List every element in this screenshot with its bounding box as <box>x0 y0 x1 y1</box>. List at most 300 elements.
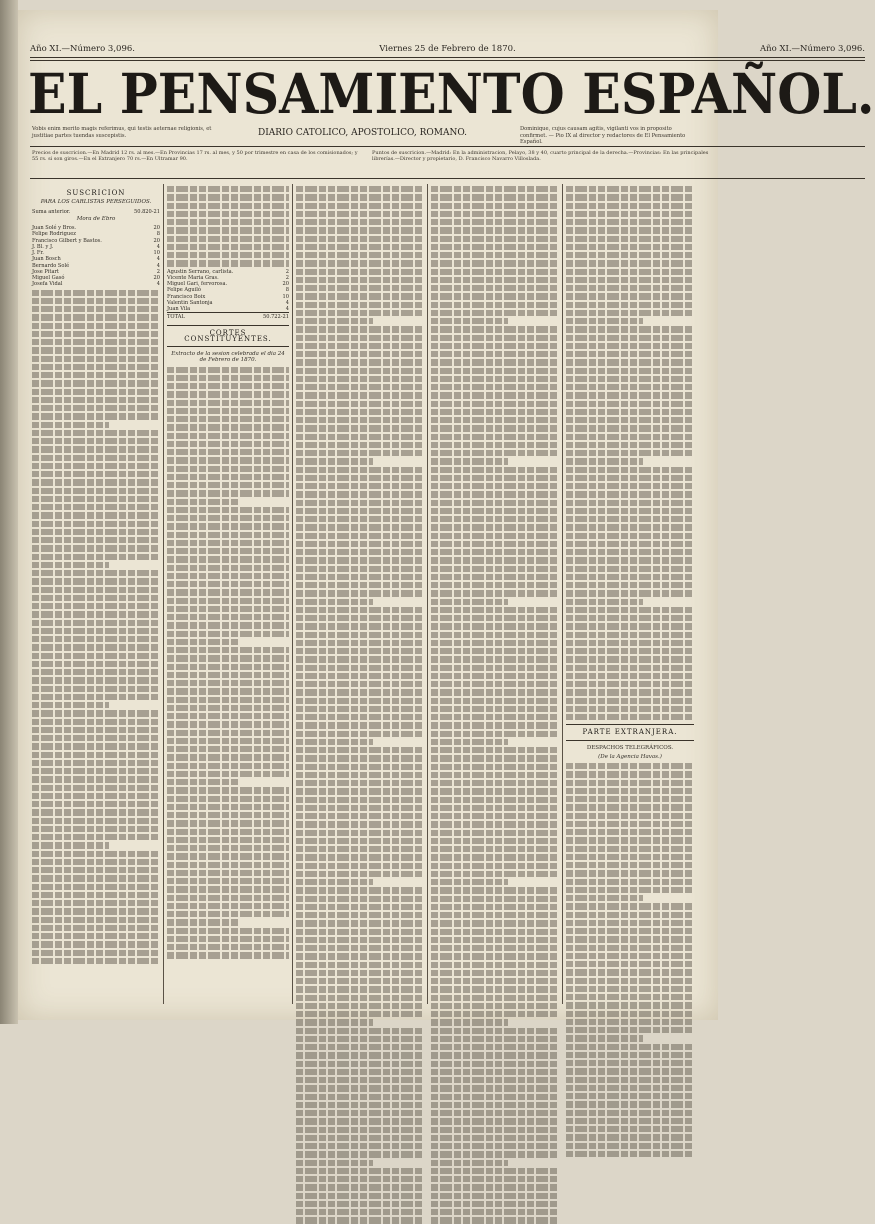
text-line <box>296 1077 424 1083</box>
text-line <box>296 912 424 918</box>
text-line <box>296 450 424 456</box>
text-line <box>566 293 694 299</box>
text-line <box>167 400 289 406</box>
text-line <box>431 203 559 209</box>
text-line <box>296 871 424 877</box>
text-line <box>431 1019 508 1025</box>
text-line <box>32 496 160 502</box>
text-line <box>296 1003 424 1009</box>
text-line <box>431 1193 559 1199</box>
column-two <box>167 184 289 1004</box>
text-line <box>431 557 559 563</box>
masthead-subtitle: DIARIO CATOLICO, APOSTOLICO, ROMANO. <box>258 128 468 138</box>
text-line <box>566 516 694 522</box>
donor-name: Jose Pitart <box>32 268 59 275</box>
text-line <box>167 466 289 472</box>
text-line <box>431 1201 559 1207</box>
column-five <box>566 184 694 1004</box>
donor-name: Vicente Maria Gras. <box>167 274 219 281</box>
text-line <box>32 760 160 766</box>
text-line <box>566 1110 694 1116</box>
text-line <box>431 1217 559 1223</box>
text-line <box>167 219 289 225</box>
text-line <box>167 952 289 958</box>
text-line <box>431 541 559 547</box>
text-line <box>431 830 559 836</box>
text-line <box>32 644 160 650</box>
text-line <box>32 628 160 634</box>
text-line <box>32 809 160 815</box>
donor-name: Valentin Santonja <box>167 299 213 306</box>
text-line <box>296 549 424 555</box>
text-line <box>167 812 289 818</box>
text-line <box>296 780 424 786</box>
text-line <box>296 285 424 291</box>
text-line <box>296 805 424 811</box>
text-line <box>566 582 694 588</box>
text-line <box>296 632 424 638</box>
text-line <box>32 743 160 749</box>
text-line <box>431 376 559 382</box>
text-line <box>167 721 289 727</box>
text-line <box>566 763 694 769</box>
text-line <box>167 490 289 496</box>
text-line <box>566 343 694 349</box>
text-line <box>32 364 160 370</box>
text-line <box>32 537 160 543</box>
body-text-block <box>431 186 559 1224</box>
text-line <box>32 620 160 626</box>
text-line <box>296 434 424 440</box>
text-line <box>566 310 694 316</box>
text-line <box>566 1101 694 1107</box>
text-line <box>32 636 160 642</box>
text-line <box>296 491 424 497</box>
text-line <box>167 532 289 538</box>
text-line <box>167 186 289 192</box>
text-line <box>32 867 160 873</box>
text-line <box>566 706 694 712</box>
text-line <box>431 302 559 308</box>
text-line <box>431 1085 559 1091</box>
text-line <box>431 1110 559 1116</box>
text-line <box>566 945 694 951</box>
text-line <box>566 986 694 992</box>
text-line <box>431 1102 559 1108</box>
text-line <box>296 665 424 671</box>
text-line <box>32 306 160 312</box>
text-line <box>296 929 424 935</box>
text-line <box>32 323 160 329</box>
text-line <box>431 805 559 811</box>
text-line <box>431 508 559 514</box>
text-line <box>566 368 694 374</box>
text-line <box>431 1052 559 1058</box>
text-line <box>566 1151 694 1157</box>
text-line <box>431 986 559 992</box>
text-line <box>296 376 424 382</box>
text-line <box>32 413 160 419</box>
subscription-points: Puntos de suscricion.—Madrid: En la administracion, Pelayo, 38 y 40, cuarto principal de la derecha.—Provincias: En las principales librerías.—Director y propietario, D. Francisco Navarro Villoslada. <box>372 150 709 163</box>
text-line <box>32 826 160 832</box>
text-line <box>167 565 289 571</box>
text-line <box>431 1209 559 1215</box>
text-line <box>32 686 160 692</box>
column-rule-3 <box>427 184 428 1004</box>
subscription-prices: Precios de suscricion.—En Madrid 12 rs. al mes.—En Provincias 17 rs. al mes, y 50 por trimestre en casa de los comisionados; y 55 rs. si son giros.—En el Extranjero 70 rs.—En Ultramar 90. <box>32 150 358 163</box>
text-line <box>296 211 424 217</box>
text-line <box>167 730 289 736</box>
text-line <box>32 859 160 865</box>
text-line <box>296 681 424 687</box>
masthead-title: EL PENSAMIENTO ESPAÑOL. <box>28 61 875 126</box>
text-line <box>296 384 424 390</box>
text-line <box>431 491 559 497</box>
text-line <box>566 442 694 448</box>
text-line <box>431 318 508 324</box>
text-line <box>431 310 559 316</box>
text-line <box>167 754 289 760</box>
text-line <box>431 1044 559 1050</box>
text-line <box>566 450 694 456</box>
donor-name: Josefa Vidal <box>32 281 63 288</box>
text-line <box>431 673 559 679</box>
text-line <box>431 227 559 233</box>
text-line <box>167 672 289 678</box>
previous-sum-row <box>32 209 160 215</box>
text-line <box>431 797 559 803</box>
text-line <box>32 793 160 799</box>
text-line <box>566 409 694 415</box>
text-line <box>167 548 289 554</box>
text-line <box>167 457 289 463</box>
text-line <box>431 887 559 893</box>
text-line <box>566 269 694 275</box>
column-three <box>296 184 424 1004</box>
text-line <box>296 772 424 778</box>
column-rule-2 <box>292 184 293 1004</box>
text-line <box>566 326 694 332</box>
text-line <box>167 367 289 373</box>
text-line <box>296 854 424 860</box>
text-line <box>431 871 559 877</box>
text-line <box>296 986 424 992</box>
text-line <box>431 401 559 407</box>
text-line <box>167 589 289 595</box>
text-line <box>296 978 424 984</box>
text-line <box>296 186 424 192</box>
text-line <box>296 887 424 893</box>
text-line <box>431 1168 559 1174</box>
text-line <box>296 359 424 365</box>
text-line <box>32 917 160 923</box>
text-line <box>566 203 694 209</box>
text-line <box>431 252 559 258</box>
text-line <box>296 417 424 423</box>
text-line <box>296 813 424 819</box>
total-label: TOTAL <box>167 314 185 321</box>
text-line <box>431 607 559 613</box>
text-line <box>32 430 160 436</box>
text-line <box>566 1068 694 1074</box>
text-line <box>167 853 289 859</box>
column-rule-4 <box>562 184 563 1004</box>
text-line <box>167 895 289 901</box>
text-line <box>431 821 559 827</box>
text-line <box>566 1134 694 1140</box>
text-line <box>566 895 643 901</box>
text-line <box>431 384 559 390</box>
text-line <box>296 1019 373 1025</box>
text-line <box>431 219 559 225</box>
text-line <box>167 796 289 802</box>
text-line <box>167 870 289 876</box>
text-line <box>167 260 289 266</box>
text-line <box>566 186 694 192</box>
text-line <box>167 540 289 546</box>
text-line <box>566 566 694 572</box>
column-four <box>431 184 559 1004</box>
cortes-heading: CORTES CONSTITUYENTES. <box>184 328 272 343</box>
text-line <box>167 688 289 694</box>
text-line <box>32 752 160 758</box>
text-line <box>431 772 559 778</box>
text-line <box>566 928 694 934</box>
text-line <box>431 1069 559 1075</box>
text-line <box>167 614 289 620</box>
text-line <box>566 994 694 1000</box>
text-line <box>296 797 424 803</box>
text-line <box>296 236 424 242</box>
text-line <box>296 227 424 233</box>
text-line <box>566 771 694 777</box>
text-line <box>431 533 559 539</box>
text-line <box>296 310 424 316</box>
text-line <box>32 661 160 667</box>
text-line <box>32 818 160 824</box>
text-line <box>431 186 559 192</box>
text-line <box>32 438 160 444</box>
text-line <box>167 244 289 250</box>
text-line <box>431 524 559 530</box>
text-line <box>431 665 559 671</box>
text-line <box>296 1201 424 1207</box>
text-line <box>167 408 289 414</box>
text-line <box>431 277 559 283</box>
text-line <box>566 1060 694 1066</box>
text-line <box>566 780 694 786</box>
text-line <box>167 236 289 242</box>
text-line <box>566 1027 694 1033</box>
text-line <box>566 936 694 942</box>
text-line <box>296 821 424 827</box>
text-line <box>566 574 694 580</box>
body-text-block <box>566 763 694 1157</box>
text-line <box>431 1176 559 1182</box>
text-line <box>296 293 424 299</box>
text-line <box>296 574 424 580</box>
text-line <box>431 1094 559 1100</box>
text-line <box>566 804 694 810</box>
text-line <box>431 995 559 1001</box>
text-line <box>296 409 424 415</box>
text-line <box>566 524 694 530</box>
text-line <box>296 467 424 473</box>
text-line <box>296 557 424 563</box>
donor-list-continued <box>167 269 289 313</box>
text-line <box>167 837 289 843</box>
donor-name: Juan Solé y Bros. <box>32 225 77 231</box>
text-line <box>167 763 289 769</box>
text-line <box>566 1143 694 1149</box>
text-line <box>431 1143 559 1149</box>
text-line <box>566 623 694 629</box>
text-line <box>566 1052 694 1058</box>
text-line <box>431 1011 559 1017</box>
text-line <box>296 607 424 613</box>
text-line <box>167 911 289 917</box>
text-line <box>566 714 694 720</box>
donor-amount: 20 <box>153 275 160 281</box>
text-line <box>32 941 160 947</box>
text-line <box>296 747 424 753</box>
text-line <box>566 656 694 662</box>
text-line <box>296 1209 424 1215</box>
text-line <box>296 1094 424 1100</box>
text-line <box>431 1151 559 1157</box>
text-line <box>566 854 694 860</box>
text-line <box>32 554 160 560</box>
text-line <box>431 483 559 489</box>
text-line <box>566 549 694 555</box>
text-line <box>431 698 559 704</box>
text-line <box>566 590 694 596</box>
text-line <box>431 846 559 852</box>
text-line <box>296 368 424 374</box>
text-line <box>167 738 289 744</box>
donor-amount: 4 <box>156 281 160 288</box>
text-line <box>167 622 289 628</box>
text-line <box>32 562 109 568</box>
text-line <box>431 945 559 951</box>
text-line <box>566 1044 694 1050</box>
text-line <box>566 879 694 885</box>
text-line <box>296 1135 424 1141</box>
text-line <box>431 293 559 299</box>
text-line <box>167 878 289 884</box>
text-line <box>431 599 508 605</box>
text-line <box>32 611 160 617</box>
text-line <box>32 669 160 675</box>
text-line <box>296 1168 424 1174</box>
text-line <box>167 556 289 562</box>
text-line <box>431 574 559 580</box>
donor-amount: 2 <box>156 268 160 275</box>
text-line <box>431 425 559 431</box>
text-line <box>296 326 424 332</box>
text-line <box>296 648 424 654</box>
text-line <box>167 903 289 909</box>
text-line <box>32 422 109 428</box>
text-line <box>167 886 289 892</box>
text-line <box>296 1118 424 1124</box>
text-line <box>296 846 424 852</box>
text-line <box>296 277 424 283</box>
text-line <box>296 1127 424 1133</box>
text-line <box>167 928 289 934</box>
text-line <box>431 285 559 291</box>
body-text-block <box>167 186 289 267</box>
text-line <box>167 713 289 719</box>
text-line <box>167 375 289 381</box>
text-line <box>566 961 694 967</box>
text-line <box>296 401 424 407</box>
text-line <box>431 359 559 365</box>
text-line <box>296 830 424 836</box>
text-line <box>296 904 424 910</box>
text-line <box>167 523 289 529</box>
text-line <box>431 475 559 481</box>
text-line <box>296 995 424 1001</box>
text-line <box>431 417 559 423</box>
text-line <box>431 813 559 819</box>
text-line <box>566 1002 694 1008</box>
text-line <box>566 302 694 308</box>
donor-amount: 10 <box>153 250 160 256</box>
text-line <box>296 343 424 349</box>
text-line <box>431 458 508 464</box>
text-line <box>167 631 289 637</box>
donor-amount: 2 <box>285 268 289 275</box>
text-line <box>566 640 694 646</box>
text-line <box>566 491 694 497</box>
text-line <box>566 252 694 258</box>
text-line <box>32 578 160 584</box>
text-line <box>32 504 160 510</box>
text-line <box>296 1036 424 1042</box>
body-text-block <box>566 186 694 720</box>
text-line <box>296 302 424 308</box>
donor-name: Bernardo Solé <box>32 262 70 269</box>
text-line <box>167 252 289 258</box>
donor-name: Miguel Gasó <box>32 275 65 281</box>
text-line <box>32 892 160 898</box>
text-line <box>431 1003 559 1009</box>
text-line <box>296 698 424 704</box>
text-line <box>32 446 160 452</box>
text-line <box>296 244 424 250</box>
text-line <box>566 887 694 893</box>
text-line <box>296 1184 424 1190</box>
body-text-block <box>296 186 424 1224</box>
book-spine <box>0 0 18 1024</box>
text-line <box>431 970 559 976</box>
text-line <box>167 647 289 653</box>
foreign-heading-box <box>566 724 694 740</box>
text-line <box>167 862 289 868</box>
text-line <box>296 252 424 258</box>
text-line <box>431 788 559 794</box>
text-line <box>431 392 559 398</box>
text-line <box>431 1036 559 1042</box>
text-line <box>32 595 160 601</box>
text-line <box>566 862 694 868</box>
text-line <box>296 203 424 209</box>
text-line <box>431 780 559 786</box>
text-line <box>296 1110 424 1116</box>
text-line <box>32 851 160 857</box>
text-line <box>32 785 160 791</box>
